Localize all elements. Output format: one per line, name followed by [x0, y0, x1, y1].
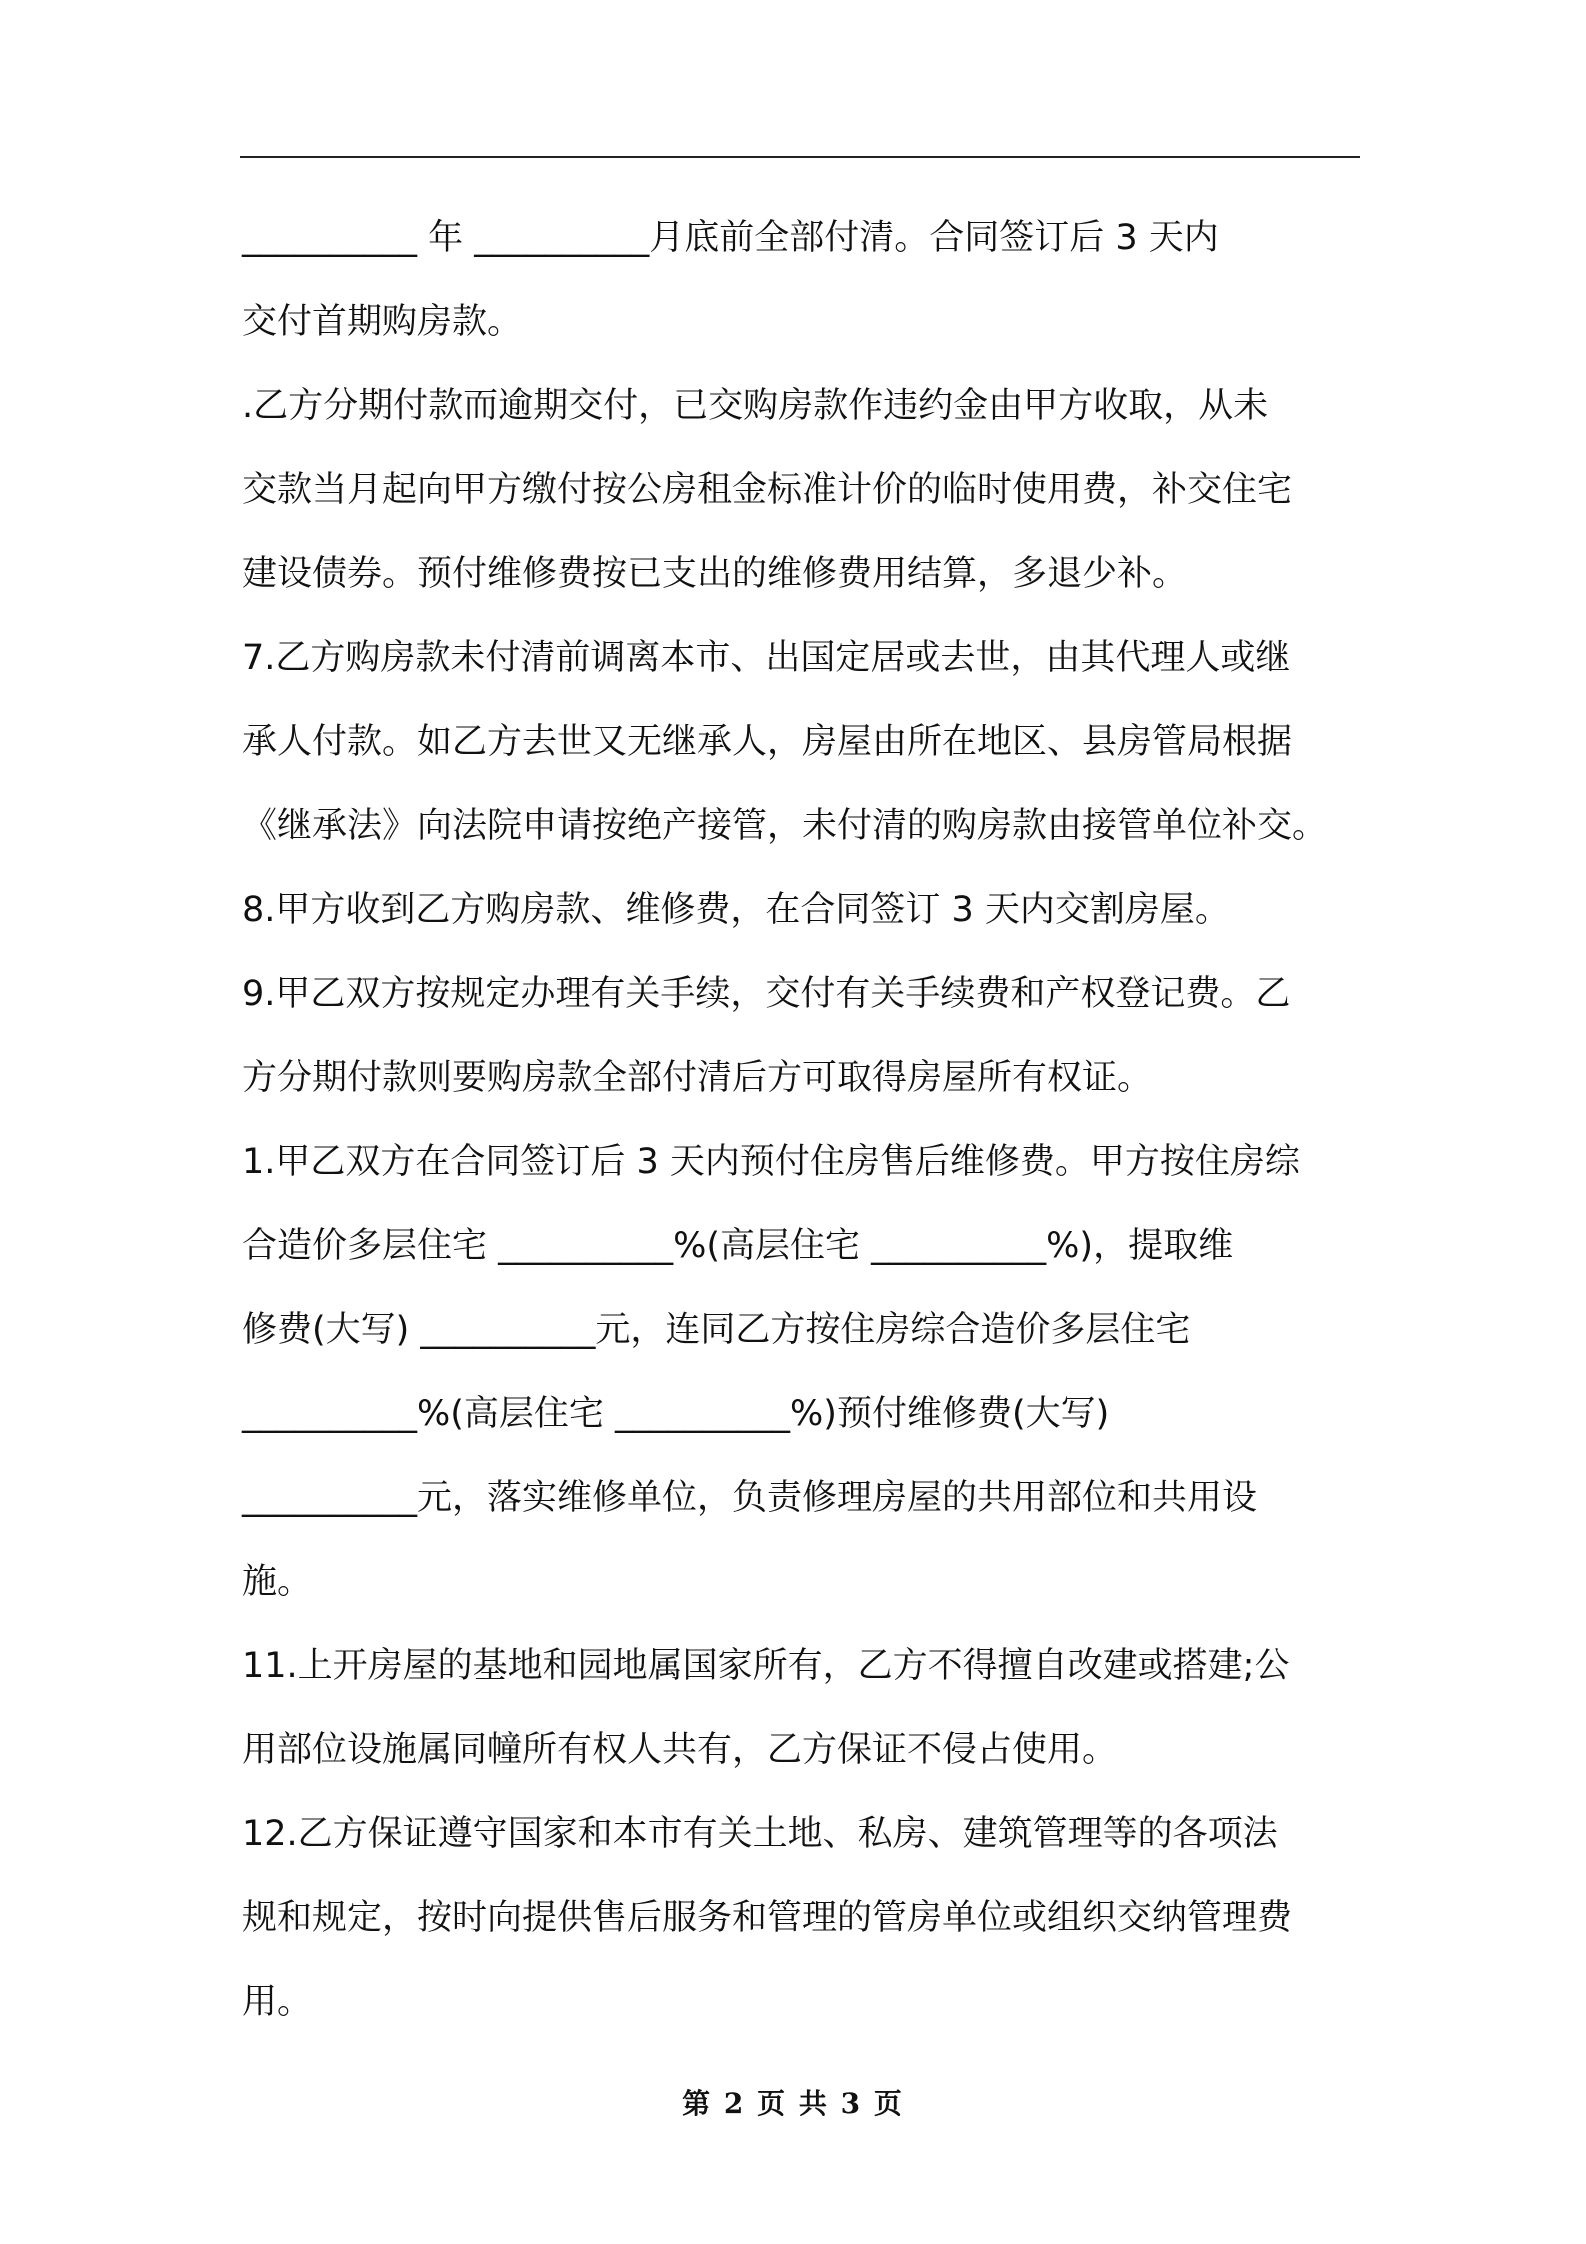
text-line: 11.上开房屋的基地和园地属国家所有，乙方不得擅自改建或搭建;公	[242, 1646, 1290, 1686]
text-line: 交付首期购房款。	[242, 302, 523, 342]
text-line: 9.甲乙双方按规定办理有关手续，交付有关手续费和产权登记费。乙	[242, 974, 1291, 1014]
text-line: 《继承法》向法院申请按绝产接管，未付清的购房款由接管单位补交。	[242, 806, 1328, 846]
text-line: 施。	[242, 1562, 313, 1602]
text-line: 用部位设施属同幢所有权人共有，乙方保证不侵占使用。	[242, 1730, 1118, 1770]
text-line: 12.乙方保证遵守国家和本市有关土地、私房、建筑管理等的各项法	[242, 1814, 1278, 1854]
contract-body	[242, 196, 1358, 2044]
text-line: 规和规定，按时向提供售后服务和管理的管房单位或组织交纳管理费	[242, 1898, 1293, 1938]
text-line: 用。	[242, 1982, 313, 2022]
text-line: 8.甲方收到乙方购房款、维修费，在合同签订 3 天内交割房屋。	[242, 890, 1230, 930]
text-line: 方分期付款则要购房款全部付清后方可取得房屋所有权证。	[242, 1058, 1153, 1098]
text-line: .乙方分期付款而逾期交付，已交购房款作违约金由甲方收取，从未	[242, 386, 1269, 426]
text-line: 1.甲乙双方在合同签订后 3 天内预付住房售后维修费。甲方按住房综	[242, 1142, 1300, 1182]
text-line: __________ 年 __________月底前全部付清。合同签订后 3 天内	[242, 218, 1219, 258]
text-line: 交款当月起向甲方缴付按公房租金标准计价的临时使用费，补交住宅	[242, 470, 1293, 510]
header-rule	[240, 156, 1360, 158]
page-number-footer: 第 2 页 共 3 页	[682, 2087, 904, 2120]
text-line: 修费(大写) __________元，连同乙方按住房综合造价多层住宅	[242, 1310, 1191, 1350]
text-line: 合造价多层住宅 __________%(高层住宅 __________%)，提取维	[242, 1226, 1234, 1266]
text-line: 承人付款。如乙方去世又无继承人，房屋由所在地区、县房管局根据	[242, 722, 1293, 762]
text-line: __________%(高层住宅 __________%)预付维修费(大写)	[242, 1394, 1110, 1434]
text-line: __________元，落实维修单位，负责修理房屋的共用部位和共用设	[242, 1478, 1258, 1518]
text-line: 7.乙方购房款未付清前调离本市、出国定居或去世，由其代理人或继	[242, 638, 1291, 678]
text-line: 建设债券。预付维修费按已支出的维修费用结算，多退少补。	[242, 554, 1188, 594]
